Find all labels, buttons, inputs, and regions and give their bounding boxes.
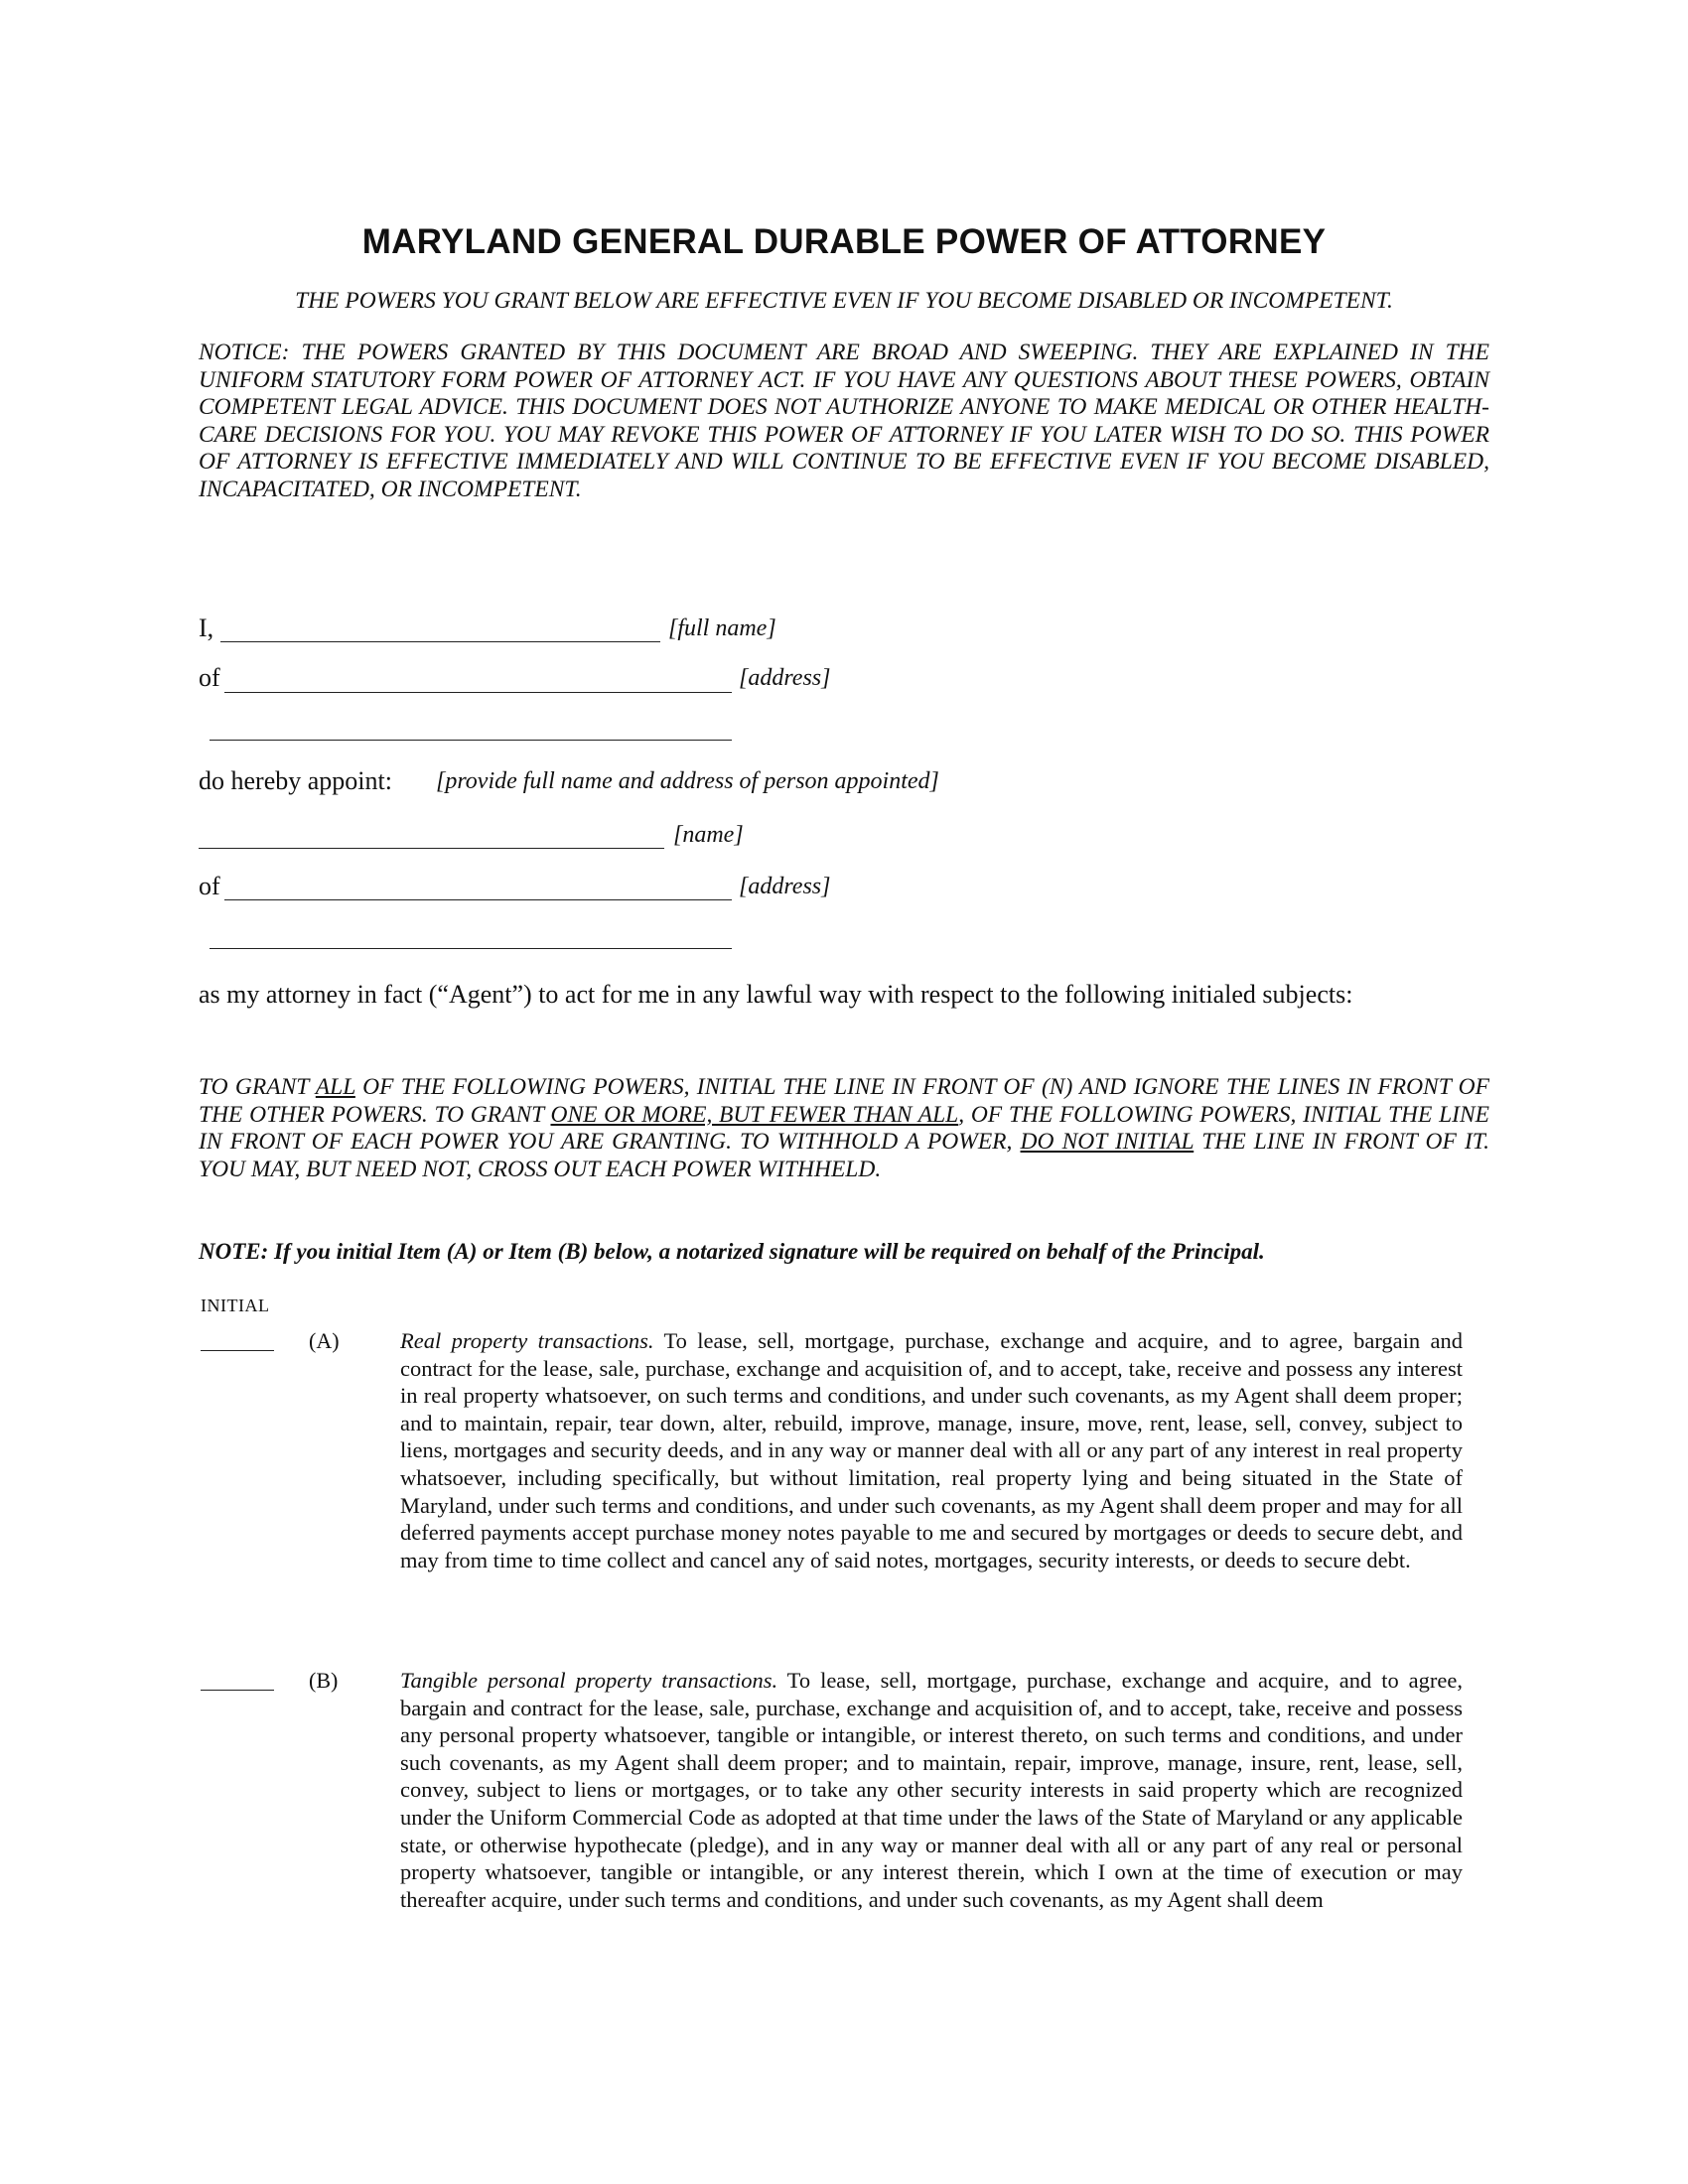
instructions-text-4: THE LINE IN FRONT OF IT. YOU MAY, BUT NEED NOT, CROSS OUT EACH POWER WITHHELD.: [199, 1129, 1490, 1182]
instructions-text-1: TO GRANT: [199, 1074, 316, 1100]
agent-address-hint: [address]: [739, 874, 831, 899]
agent-of-label: of: [199, 872, 220, 900]
initial-column-header: INITIAL: [201, 1296, 270, 1315]
initialing-instructions: [199, 1074, 1489, 1183]
principal-address-line-2[interactable]: [210, 740, 732, 741]
principal-of-label: of: [199, 663, 220, 692]
document-title: MARYLAND GENERAL DURABLE POWER OF ATTORNEY: [361, 222, 1327, 261]
item-b-heading: Tangible personal property transactions.: [400, 1668, 778, 1693]
item-b-text: [400, 1667, 1463, 1913]
principal-name-hint: [full name]: [668, 615, 776, 641]
principal-address-line-1[interactable]: [224, 692, 732, 693]
notice-paragraph: NOTICE: THE POWERS GRANTED BY THIS DOCUMENT ARE BROAD AND SWEEPING. THEY ARE EXPLAINED IN THE UNIFORM STATUTORY FORM POWER OF ATTORNEY ACT. IF YOU HAVE ANY QUESTIONS ABOUT THESE POWERS, OBTAIN COMPETENT LEGAL ADVICE. THIS DOCUMENT DOES NOT AUTHORIZE ANYONE TO MAKE MEDICAL OR OTHER HEALTH-CARE DECISIONS FOR YOU. YOU MAY REVOKE THIS POWER OF ATTORNEY IF YOU LATER WISH TO DO SO. THIS POWER OF ATTORNEY IS EFFECTIVE IMMEDIATELY AND WILL CONTINUE TO BE EFFECTIVE EVEN IF YOU BECOME DISABLED, INCAPACITATED, OR INCOMPETENT.: [199, 340, 1489, 502]
principal-prefix: I,: [199, 614, 214, 642]
instructions-emphasis-all: ALL: [315, 1074, 355, 1100]
agent-address-line-2[interactable]: [210, 948, 732, 949]
notarization-note: NOTE: If you initial Item (A) or Item (B) below, a notarized signature will be required on behalf of the Principal.: [199, 1239, 1265, 1264]
agent-name-hint: [name]: [673, 822, 744, 848]
principal-address-hint: [address]: [739, 665, 831, 691]
item-a-text: [400, 1327, 1463, 1573]
agent-name-line[interactable]: [199, 848, 664, 849]
item-letter-a: (A): [309, 1328, 340, 1353]
item-a-heading: Real property transactions.: [400, 1328, 654, 1353]
item-b-body: To lease, sell, mortgage, purchase, exchange and acquire, and to agree, bargain and contract for the lease, sale, purchase, exchange and acquisition of, and to accept, take, receive and possess any personal property whatsoever, tangible or intangible, or interest thereto, on such terms and conditions, and under such covenants, as my Agent shall deem proper; and to maintain, repair, improve, manage, insure, rent, lease, sell, convey, subject to liens or mortgages, or to take any other security interests in said property which are recognized under the Uniform Commercial Code as adopted at that time under the laws of the State of Maryland or any applicable state, or otherwise hypothecate (pledge), and in any way or manner deal with all or any part of any real or personal property whatsoever, tangible or intangible, or any interest therein, which I own at the time of execution or may thereafter acquire, under such terms and conditions, and under such covenants, as my Agent shall deem: [400, 1668, 1463, 1912]
effectiveness-statement: THE POWERS YOU GRANT BELOW ARE EFFECTIVE EVEN IF YOU BECOME DISABLED OR INCOMPETENT.: [295, 288, 1393, 314]
initial-line-a[interactable]: [201, 1350, 274, 1351]
item-a-body: To lease, sell, mortgage, purchase, exchange and acquire, and to agree, bargain and contract for the lease, sale, purchase, exchange and acquisition of, and to accept, take, receive and possess any interest in real property whatsoever, on such terms and conditions, and under such covenants, as my Agent shall deem proper; and to maintain, repair, tear down, alter, rebuild, improve, manage, insure, move, rent, lease, sell, convey, subject to liens, mortgages and security deeds, and in any way or manner deal with all or any part of any interest in real property whatsoever, including specifically, but without limitation, real property lying and being situated in the State of Maryland, under such terms and conditions, and under such covenants, as my Agent shall deem proper and may for all deferred payments accept purchase money notes payable to me and secured by mortgages or deeds to secure debt, and may from time to time collect and cancel any of said notes, mortgages, security interests, or deeds to secure debt.: [400, 1328, 1463, 1572]
initial-line-b[interactable]: [201, 1690, 274, 1691]
principal-name-line[interactable]: [220, 641, 660, 642]
instructions-emphasis-withhold: DO NOT INITIAL: [1020, 1129, 1195, 1156]
instructions-text-3: , OF THE FOLLOWING POWERS, INITIAL THE LINE IN FRONT OF EACH POWER YOU ARE GRANTING. TO WITHHOLD A POWER,: [199, 1101, 1490, 1156]
agent-paragraph: as my attorney in fact (“Agent”) to act for me in any lawful way with respect to the following initialed subjects:: [199, 980, 1353, 1009]
item-letter-b: (B): [309, 1668, 339, 1693]
appoint-label: do hereby appoint:: [199, 766, 392, 795]
instructions-emphasis-some: ONE OR MORE, BUT FEWER THAN ALL: [550, 1101, 959, 1128]
agent-address-line-1[interactable]: [224, 899, 732, 900]
instructions-text-2: OF THE FOLLOWING POWERS, INITIAL THE LINE IN FRONT OF (N) AND IGNORE THE LINES IN FRONT OF THE OTHER POWERS. TO GRANT: [199, 1074, 1489, 1128]
appoint-hint: [provide full name and address of person appointed]: [436, 768, 939, 794]
